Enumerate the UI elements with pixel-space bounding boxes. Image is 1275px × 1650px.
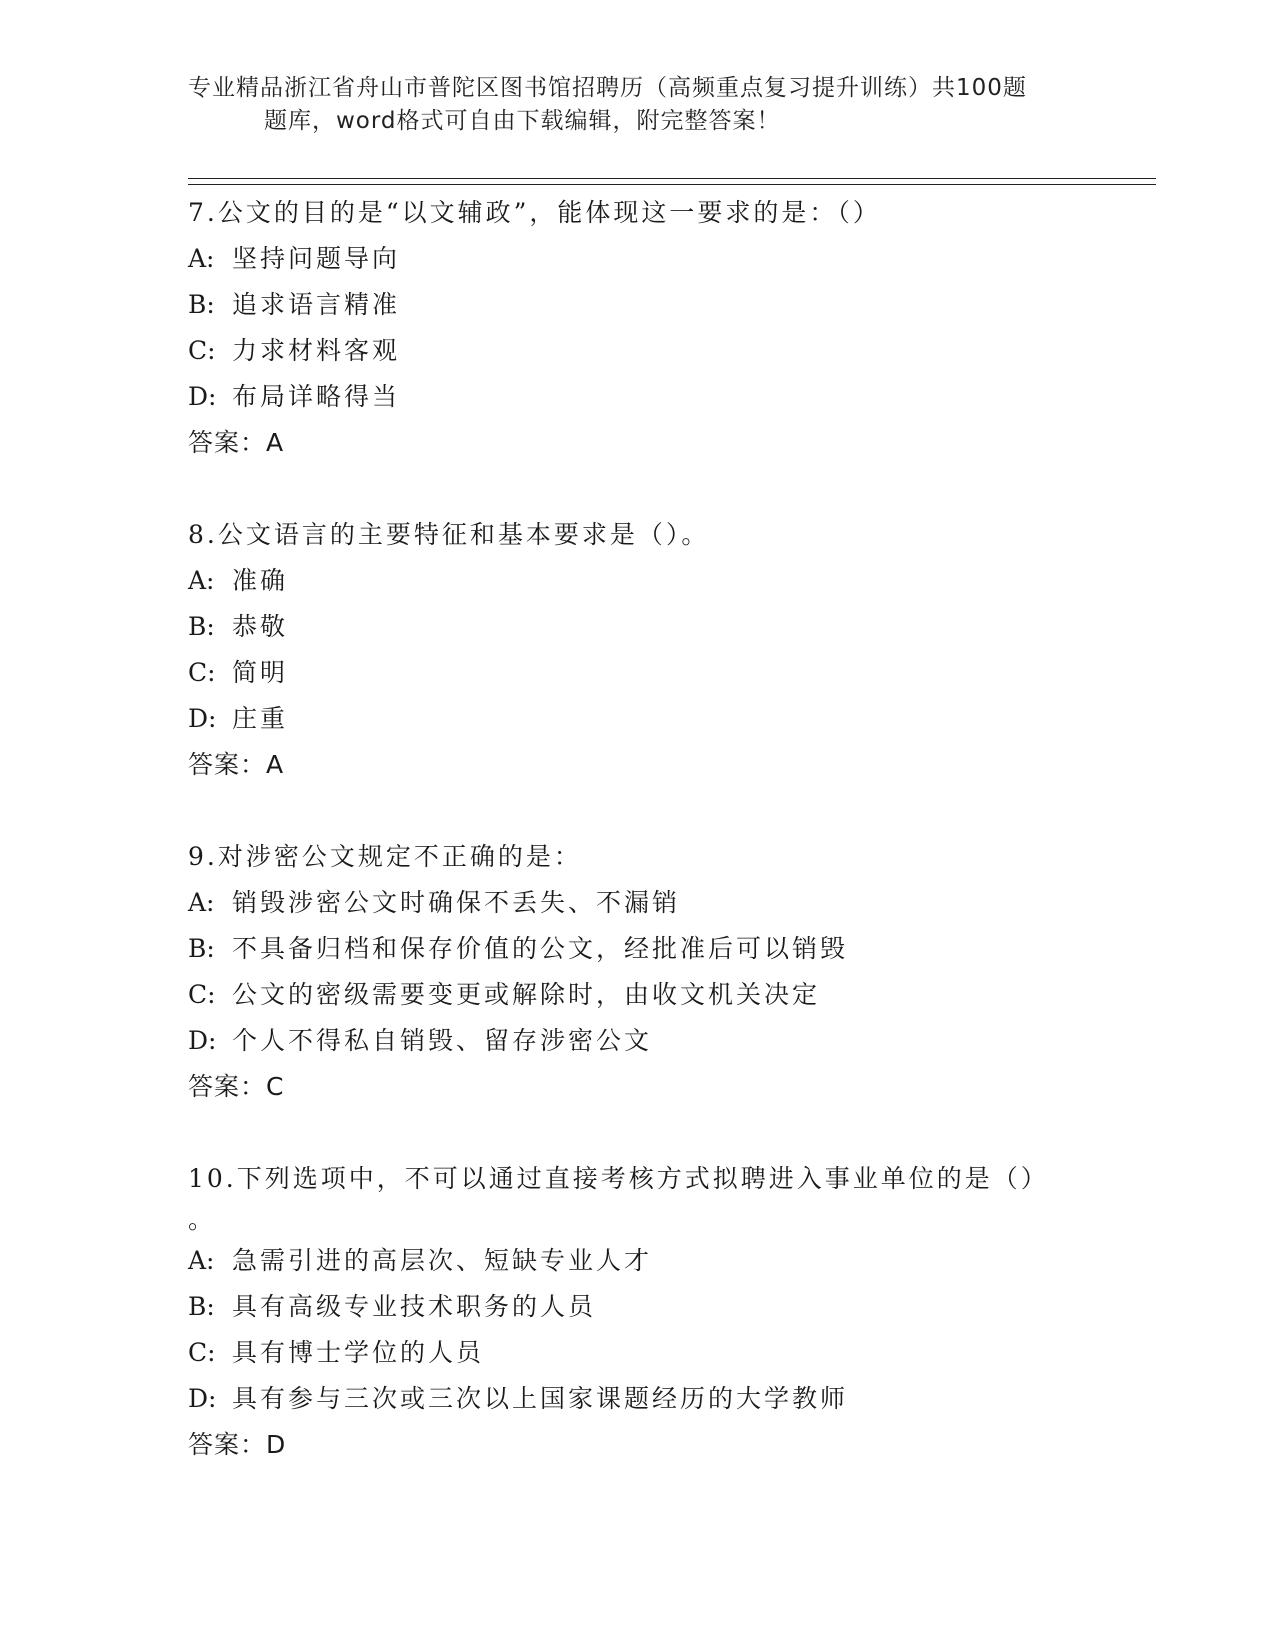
answer-line: 答案：A bbox=[188, 750, 285, 779]
option-text: 公文的密级需要变更或解除时，由收文机关决定 bbox=[232, 980, 821, 1009]
answer-line: 答案：C bbox=[188, 1072, 285, 1101]
option-b bbox=[188, 1284, 1088, 1330]
question-10 bbox=[188, 1156, 1088, 1468]
question-stem: 8.公文语言的主要特征和基本要求是（）。 bbox=[188, 520, 710, 549]
option-text: 不具备归档和保存价值的公文，经批准后可以销毁 bbox=[232, 934, 849, 963]
option-c bbox=[188, 1330, 1088, 1376]
option-text: 销毁涉密公文时确保不丢失、不漏销 bbox=[232, 888, 681, 917]
option-a bbox=[188, 1238, 1088, 1284]
option-key: A: bbox=[188, 566, 215, 595]
question-stem: 10.下列选项中，不可以通过直接考核方式拟聘进入事业单位的是（） bbox=[188, 1164, 1049, 1193]
option-key: B: bbox=[188, 612, 215, 641]
option-key: C: bbox=[188, 336, 216, 365]
question-7 bbox=[188, 190, 1088, 466]
option-c bbox=[188, 650, 1088, 696]
option-text: 力求材料客观 bbox=[232, 336, 401, 365]
question-8 bbox=[188, 512, 1088, 788]
option-text: 准确 bbox=[232, 566, 289, 595]
option-key: A: bbox=[188, 1246, 215, 1275]
question-stem: 9.对涉密公文规定不正确的是： bbox=[188, 842, 582, 871]
option-d bbox=[188, 1376, 1088, 1422]
option-d bbox=[188, 696, 1088, 742]
option-c bbox=[188, 328, 1088, 374]
header-divider-bottom bbox=[188, 184, 1156, 185]
option-key: D: bbox=[188, 382, 217, 411]
option-key: C: bbox=[188, 980, 216, 1009]
option-key: A: bbox=[188, 244, 215, 273]
option-a bbox=[188, 880, 1088, 926]
answer-line: 答案：A bbox=[188, 428, 285, 457]
option-a bbox=[188, 558, 1088, 604]
option-text: 追求语言精准 bbox=[232, 290, 401, 319]
option-b bbox=[188, 282, 1088, 328]
header-title-line-1: 专业精品浙江省舟山市普陀区图书馆招聘历（高频重点复习提升训练）共100题 bbox=[188, 75, 1027, 101]
option-text: 具有博士学位的人员 bbox=[232, 1338, 485, 1367]
option-c bbox=[188, 972, 1088, 1018]
option-key: D: bbox=[188, 1026, 217, 1055]
option-text: 简明 bbox=[232, 658, 289, 687]
question-stem-continuation: 。 bbox=[188, 1205, 214, 1234]
option-b bbox=[188, 604, 1088, 650]
option-key: C: bbox=[188, 1338, 216, 1367]
option-key: B: bbox=[188, 934, 215, 963]
option-text: 坚持问题导向 bbox=[232, 244, 401, 273]
answer-line: 答案：D bbox=[188, 1430, 287, 1459]
option-key: B: bbox=[188, 1292, 215, 1321]
option-key: D: bbox=[188, 1384, 217, 1413]
option-text: 布局详略得当 bbox=[232, 382, 401, 411]
option-d bbox=[188, 374, 1088, 420]
option-key: A: bbox=[188, 888, 215, 917]
header-title-line-2: 题库，word格式可自由下载编辑，附完整答案！ bbox=[264, 108, 781, 134]
option-b bbox=[188, 926, 1088, 972]
option-text: 个人不得私自销毁、留存涉密公文 bbox=[232, 1026, 653, 1055]
option-text: 具有参与三次或三次以上国家课题经历的大学教师 bbox=[232, 1384, 849, 1413]
option-key: C: bbox=[188, 658, 216, 687]
option-d bbox=[188, 1018, 1088, 1064]
spacer bbox=[188, 788, 1088, 834]
document-header bbox=[188, 72, 1068, 138]
option-key: D: bbox=[188, 704, 217, 733]
option-key: B: bbox=[188, 290, 215, 319]
option-text: 具有高级专业技术职务的人员 bbox=[232, 1292, 597, 1321]
question-stem: 7.公文的目的是“以文辅政”，能体现这一要求的是：（） bbox=[188, 198, 881, 227]
spacer bbox=[188, 466, 1088, 512]
question-9 bbox=[188, 834, 1088, 1110]
spacer bbox=[188, 1110, 1088, 1156]
option-text: 恭敬 bbox=[232, 612, 289, 641]
option-text: 庄重 bbox=[232, 704, 289, 733]
header-divider-top bbox=[188, 178, 1156, 179]
question-list bbox=[188, 190, 1088, 1468]
option-a bbox=[188, 236, 1088, 282]
option-text: 急需引进的高层次、短缺专业人才 bbox=[232, 1246, 653, 1275]
